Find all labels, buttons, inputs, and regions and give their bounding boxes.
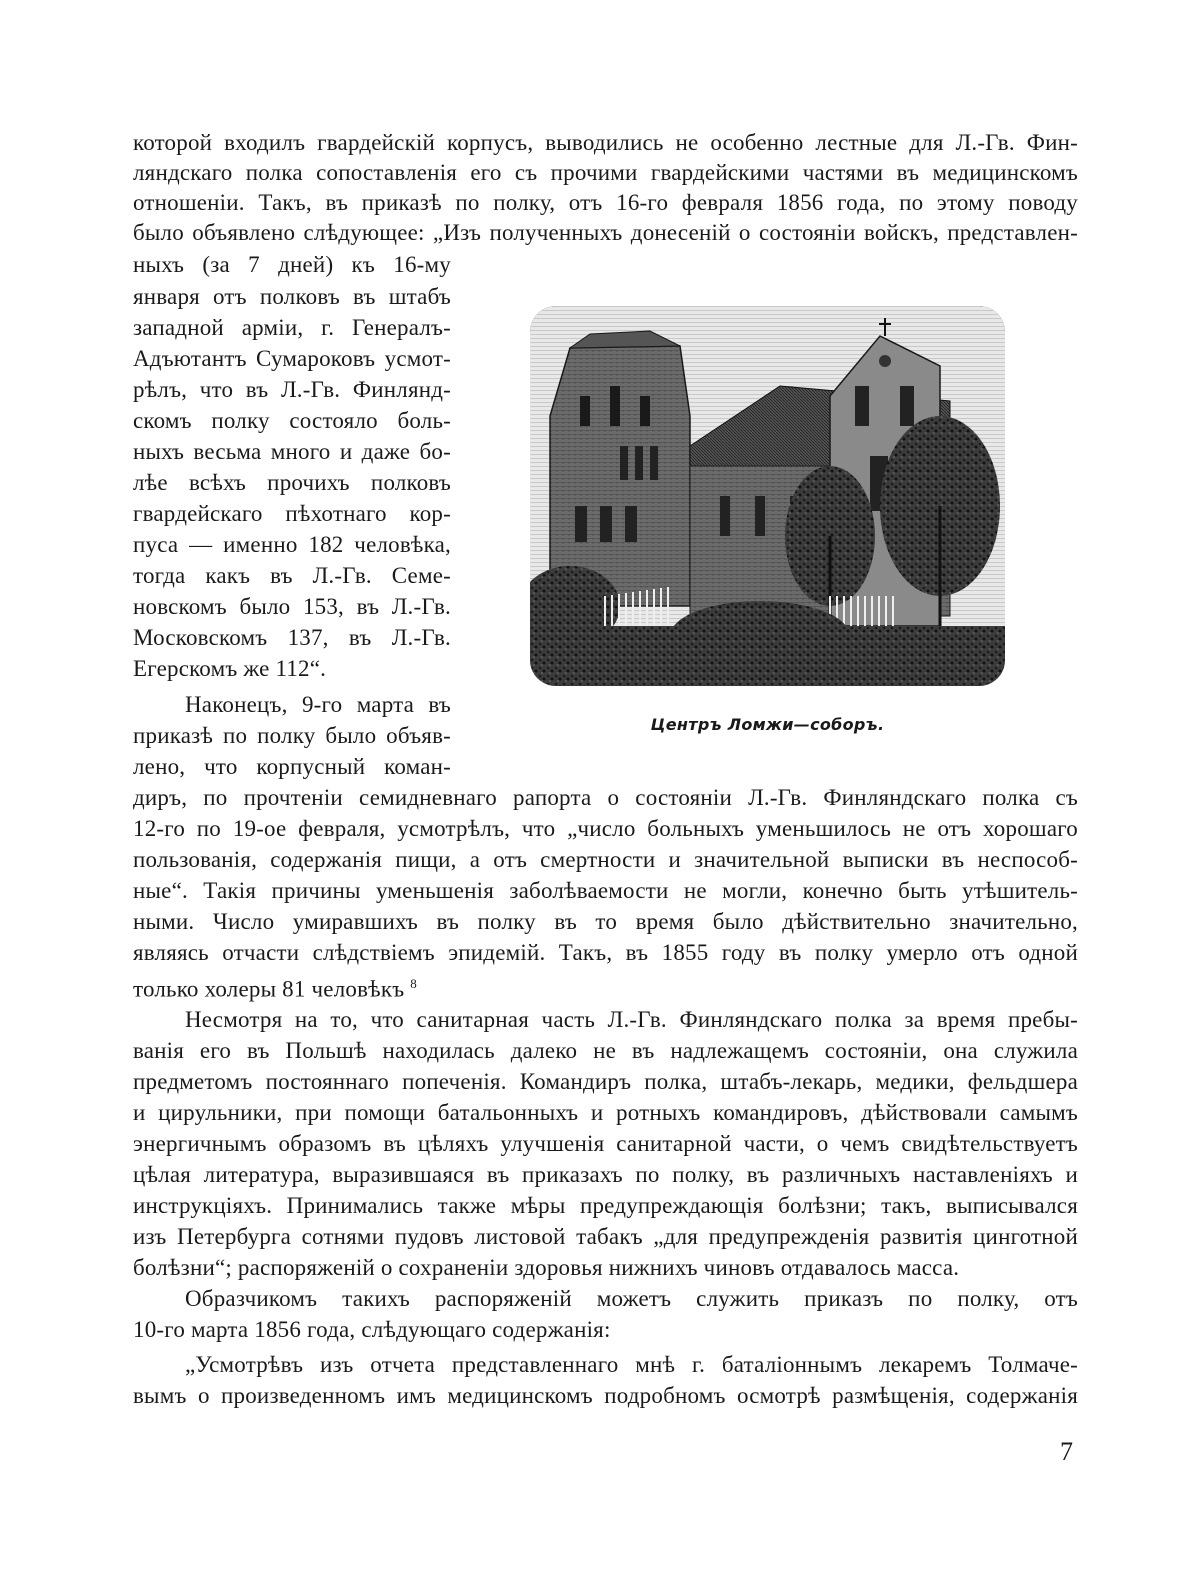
text-line: являясь отчасти слѣдствіемъ эпидемій. Такъ, въ 1855 году въ полку умерло отъ одной (133, 940, 1078, 965)
text-line: приказѣ по полку было объяв- (133, 723, 451, 748)
text-line: ныхъ (за 7 дней) къ 16-му (133, 252, 451, 277)
text-line: Несмотря на то, что санитарная часть Л.-Гв. Финляндскаго полка за время пребы- (185, 1007, 1078, 1032)
text-line: скомъ полку состояло боль- (133, 408, 451, 433)
text-line: лено, что корпусный коман- (133, 754, 451, 779)
text-line: болѣзни“; распоряженій о сохраненіи здоровья нижнихъ чиновъ отдавалось масса. (133, 1255, 960, 1280)
text-line: Егерскомъ же 112“. (133, 656, 327, 681)
text-line: Московскомъ 137, въ Л.-Гв. (133, 625, 451, 650)
text-line: „Усмотрѣвъ изъ отчета представленнаго мнѣ г. баталіоннымъ лекаремъ Толмаче- (185, 1352, 1078, 1377)
text-line: и цирульники, при помощи батальонныхъ и ротныхъ командировъ, дѣйствовали самымъ (133, 1100, 1078, 1125)
text-line: предметомъ постояннаго попеченія. Командиръ полка, штабъ-лекарь, медики, фельдшера (133, 1069, 1078, 1094)
page-number: 7 (1060, 1437, 1073, 1466)
text-line: тогда какъ въ Л.-Гв. Семе- (133, 563, 451, 588)
text-line: диръ, по прочтеніи семидневнаго рапорта о состояніи Л.-Гв. Финляндскаго полка съ (133, 785, 1078, 810)
text-line (133, 969, 1078, 1005)
text-line: Образчикомъ такихъ распоряженій можетъ служить приказъ по полку, отъ (185, 1286, 1078, 1311)
text-line: отношеніи. Такъ, въ приказѣ по полку, отъ 16-го февраля 1856 года, по этому поводу (133, 190, 1078, 215)
text-line: было объявлено слѣдующее: „Изъ полученныхъ донесеній о состояніи войскъ, представлен- (133, 220, 1078, 245)
text-line: энергичнымъ образомъ въ цѣляхъ улучшенія санитарной части, о чемъ свидѣтельствуетъ (133, 1131, 1078, 1156)
text-line: лѣе всѣхъ прочихъ полковъ (133, 470, 451, 495)
text-line: инструкціяхъ. Принимались также мѣры предупреждающія болѣзни; такъ, выписывался (133, 1193, 1078, 1218)
text-line: ными. Число умиравшихъ въ полку въ то время было дѣйствительно значительно, (133, 909, 1078, 934)
text-line: западной арміи, г. Генералъ- (133, 315, 451, 340)
text-line: Адъютантъ Сумароковъ усмот- (133, 346, 451, 371)
text-line: новскомъ было 153, въ Л.-Гв. (133, 594, 451, 619)
text-line: ванія его въ Польшѣ находилась далеко не въ надлежащемъ состояніи, она служила (133, 1038, 1078, 1063)
text-line: гвардейскаго пѣхотнаго кор- (133, 501, 451, 526)
footnote-marker: 8 (410, 976, 417, 991)
text-line: рѣлъ, что въ Л.-Гв. Финлянд- (133, 377, 451, 402)
text-line: изъ Петербурга сотнями пудовъ листовой табакъ „для предупрежденія развитія цинготной (133, 1224, 1078, 1249)
text-line: января отъ полковъ въ штабъ (133, 284, 451, 309)
text-line: вымъ о произведенномъ имъ медицинскомъ подробномъ осмотрѣ размѣщенія, содержанія (133, 1383, 1078, 1408)
text-fragment: только холеры 81 человѣкъ (133, 976, 405, 1002)
text-line: пользованія, содержанія пищи, а отъ смертности и значительной выписки въ неспособ- (133, 847, 1078, 872)
text-line: которой входилъ гвардейскій корпусъ, выводились не особенно лестные для Л.-Гв. Фин- (133, 130, 1078, 155)
text-line: ные“. Такія причины уменьшенія заболѣваемости не могли, конечно быть утѣшитель- (133, 878, 1078, 903)
text-line: ныхъ весьма много и даже бо- (133, 439, 451, 464)
text-line: Наконецъ, 9-го марта въ (185, 692, 451, 717)
text-line: 12-го по 19-ое февраля, усмотрѣлъ, что „число больныхъ уменьшилось не отъ хорошаго (133, 816, 1078, 841)
figure-caption: Центръ Ломжи—соборъ. (650, 715, 885, 734)
cathedral-engraving (530, 306, 1005, 686)
text-line: 10-го марта 1856 года, слѣдующаго содержанія: (133, 1317, 611, 1342)
text-line: пуса — именно 182 человѣка, (133, 532, 451, 557)
text-line: ляндскаго полка сопоставленія его съ прочими гвардейскими частями въ медицинскомъ (133, 160, 1078, 185)
text-line: цѣлая литература, выразившаяся въ приказахъ по полку, въ различныхъ наставленіяхъ и (133, 1162, 1078, 1187)
